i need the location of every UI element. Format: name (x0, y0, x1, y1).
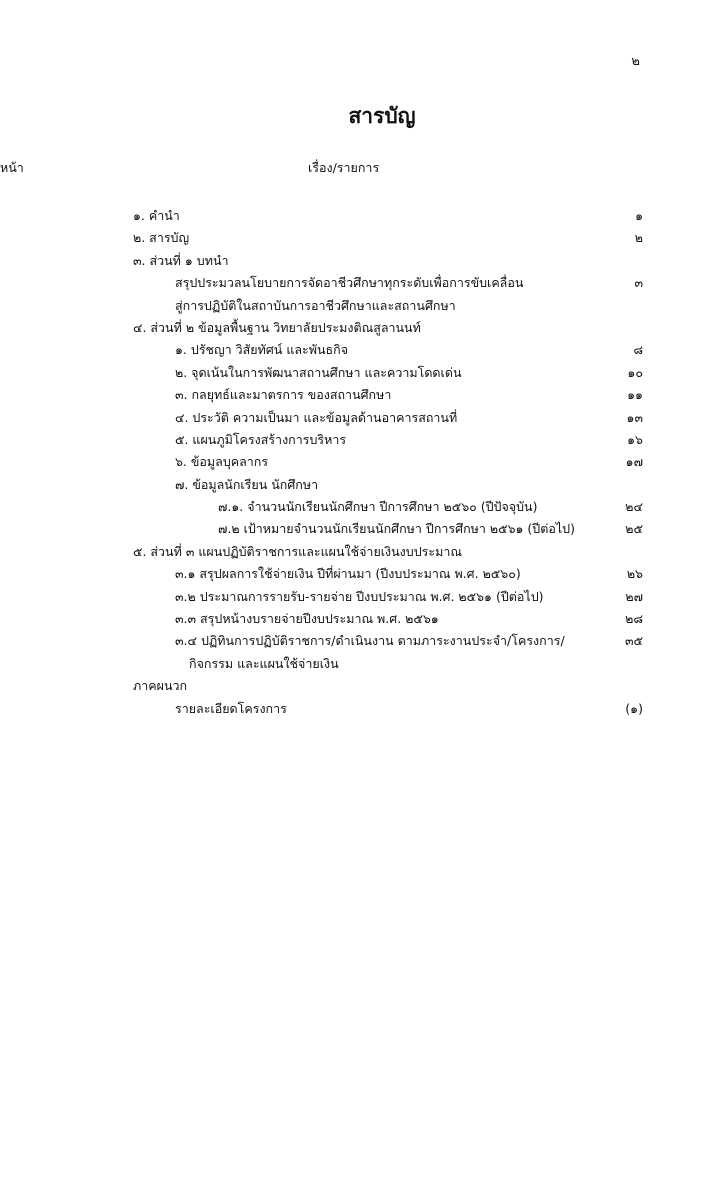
toc-row (133, 653, 643, 675)
table-of-contents (133, 205, 643, 720)
toc-entry-page: ๒๖ (626, 566, 643, 582)
toc-entry-text: ๖. ข้อมูลบุคลากร (175, 454, 269, 470)
toc-entry-text: ๗. ข้อมูลนักเรียน นักศึกษา (175, 476, 319, 492)
toc-row (133, 317, 643, 339)
toc-entry-text: ๔. ประวัติ ความเป็นมา และข้อมูลด้านอาคารสถานที่ (175, 409, 458, 425)
toc-row (133, 563, 643, 585)
topic-column-header: เรื่อง/รายการ (308, 160, 380, 175)
page-column-header: หน้า (0, 160, 24, 175)
toc-entry-text: กิจกรรม และแผนใช้จ่ายเงิน (189, 655, 339, 671)
toc-entry-page: ๑๑ (627, 387, 643, 403)
toc-entry-page: ๑๗ (625, 454, 643, 470)
toc-entry-page: ๑๐ (627, 364, 643, 380)
toc-entry-page: ๓ (634, 275, 643, 291)
page-title: สารบัญ (348, 104, 416, 128)
toc-row (133, 362, 643, 384)
toc-row (133, 451, 643, 473)
toc-entry-text: ๕. แผนภูมิโครงสร้างการบริหาร (175, 431, 347, 447)
toc-entry-text: ๓. กลยุทธ์และมาตรการ ของสถานศึกษา (175, 387, 392, 403)
toc-row (133, 339, 643, 361)
toc-entry-text: สู่การปฏิบัติในสถาบันการอาชีวศึกษาและสถานศึกษา (175, 297, 456, 313)
toc-entry-page: ๒ (634, 230, 643, 246)
toc-entry-page: (๑) (625, 700, 643, 716)
toc-row (133, 496, 643, 518)
toc-row (133, 250, 643, 272)
toc-entry-page: ๓๕ (624, 633, 643, 649)
toc-row (133, 698, 643, 720)
toc-entry-page: ๒๘ (625, 611, 643, 627)
toc-entry-text: ๗.๒ เป้าหมายจำนวนนักเรียนนักศึกษา ปีการศึกษา ๒๕๖๑ (ปีต่อไป) (218, 521, 575, 537)
toc-entry-text: ๒. สารบัญ (133, 230, 190, 246)
toc-row (133, 429, 643, 451)
toc-entry-text: รายละเอียดโครงการ (175, 700, 287, 716)
toc-row (133, 272, 643, 294)
toc-row (133, 205, 643, 227)
toc-entry-text: ๑. ปรัชญา วิสัยทัศน์ และพันธกิจ (175, 342, 349, 358)
toc-entry-text: ๔. ส่วนที่ ๒ ข้อมูลพื้นฐาน วิทยาลัยประมงติณสูลานนท์ (133, 319, 421, 335)
toc-row (133, 295, 643, 317)
toc-entry-text: ๓.๓ สรุปหน้างบรายจ่ายปีงบประมาณ พ.ศ. ๒๕๖๑ (175, 611, 439, 627)
page-number: ๒ (631, 54, 640, 69)
toc-entry-text: สรุปประมวลนโยบายการจัดอาชีวศึกษาทุกระดับเพื่อการขับเคลื่อน (175, 275, 524, 291)
toc-row (133, 227, 643, 249)
toc-entry-text: ๓.๔ ปฏิทินการปฏิบัติราชการ/ดำเนินงาน ตามภาระงานประจำ/โครงการ/ (175, 633, 565, 649)
toc-row (133, 586, 643, 608)
toc-row (133, 384, 643, 406)
toc-entry-text: ภาคผนวก (133, 678, 188, 694)
toc-entry-text: ๑. คำนำ (133, 208, 180, 223)
toc-entry-text: ๓. ส่วนที่ ๑ บทนำ (133, 252, 229, 268)
toc-row (133, 541, 643, 563)
toc-entry-text: ๒. จุดเน้นในการพัฒนาสถานศึกษา และความโดดเด่น (175, 364, 462, 380)
toc-entry-text: ๗.๑. จำนวนนักเรียนนักศึกษา ปีการศึกษา ๒๕๖๐ (ปีปัจจุบัน) (218, 499, 538, 515)
toc-entry-page: ๘ (633, 342, 643, 358)
toc-entry-page: ๑ (635, 208, 643, 223)
toc-row (133, 518, 643, 540)
toc-entry-text: ๓.๒ ประมาณการรายรับ-รายจ่าย ปีงบประมาณ พ.ศ. ๒๕๖๑ (ปีต่อไป) (175, 588, 544, 604)
toc-entry-page: ๑๖ (627, 431, 643, 447)
toc-entry-page: ๒๔ (625, 499, 643, 515)
toc-row (133, 630, 643, 652)
toc-row (133, 474, 643, 496)
toc-entry-text: ๕. ส่วนที่ ๓ แผนปฏิบัติราชการและแผนใช้จ่ายเงินงบประมาณ (133, 543, 462, 559)
toc-entry-page: ๑๓ (626, 409, 643, 425)
toc-entry-page: ๒๗ (625, 588, 643, 604)
toc-row (133, 407, 643, 429)
toc-row (133, 675, 643, 697)
toc-row (133, 608, 643, 630)
toc-entry-page: ๒๕ (625, 521, 643, 537)
toc-entry-text: ๓.๑ สรุปผลการใช้จ่ายเงิน ปีที่ผ่านมา (ปีงบประมาณ พ.ศ. ๒๕๖๐) (175, 566, 521, 582)
